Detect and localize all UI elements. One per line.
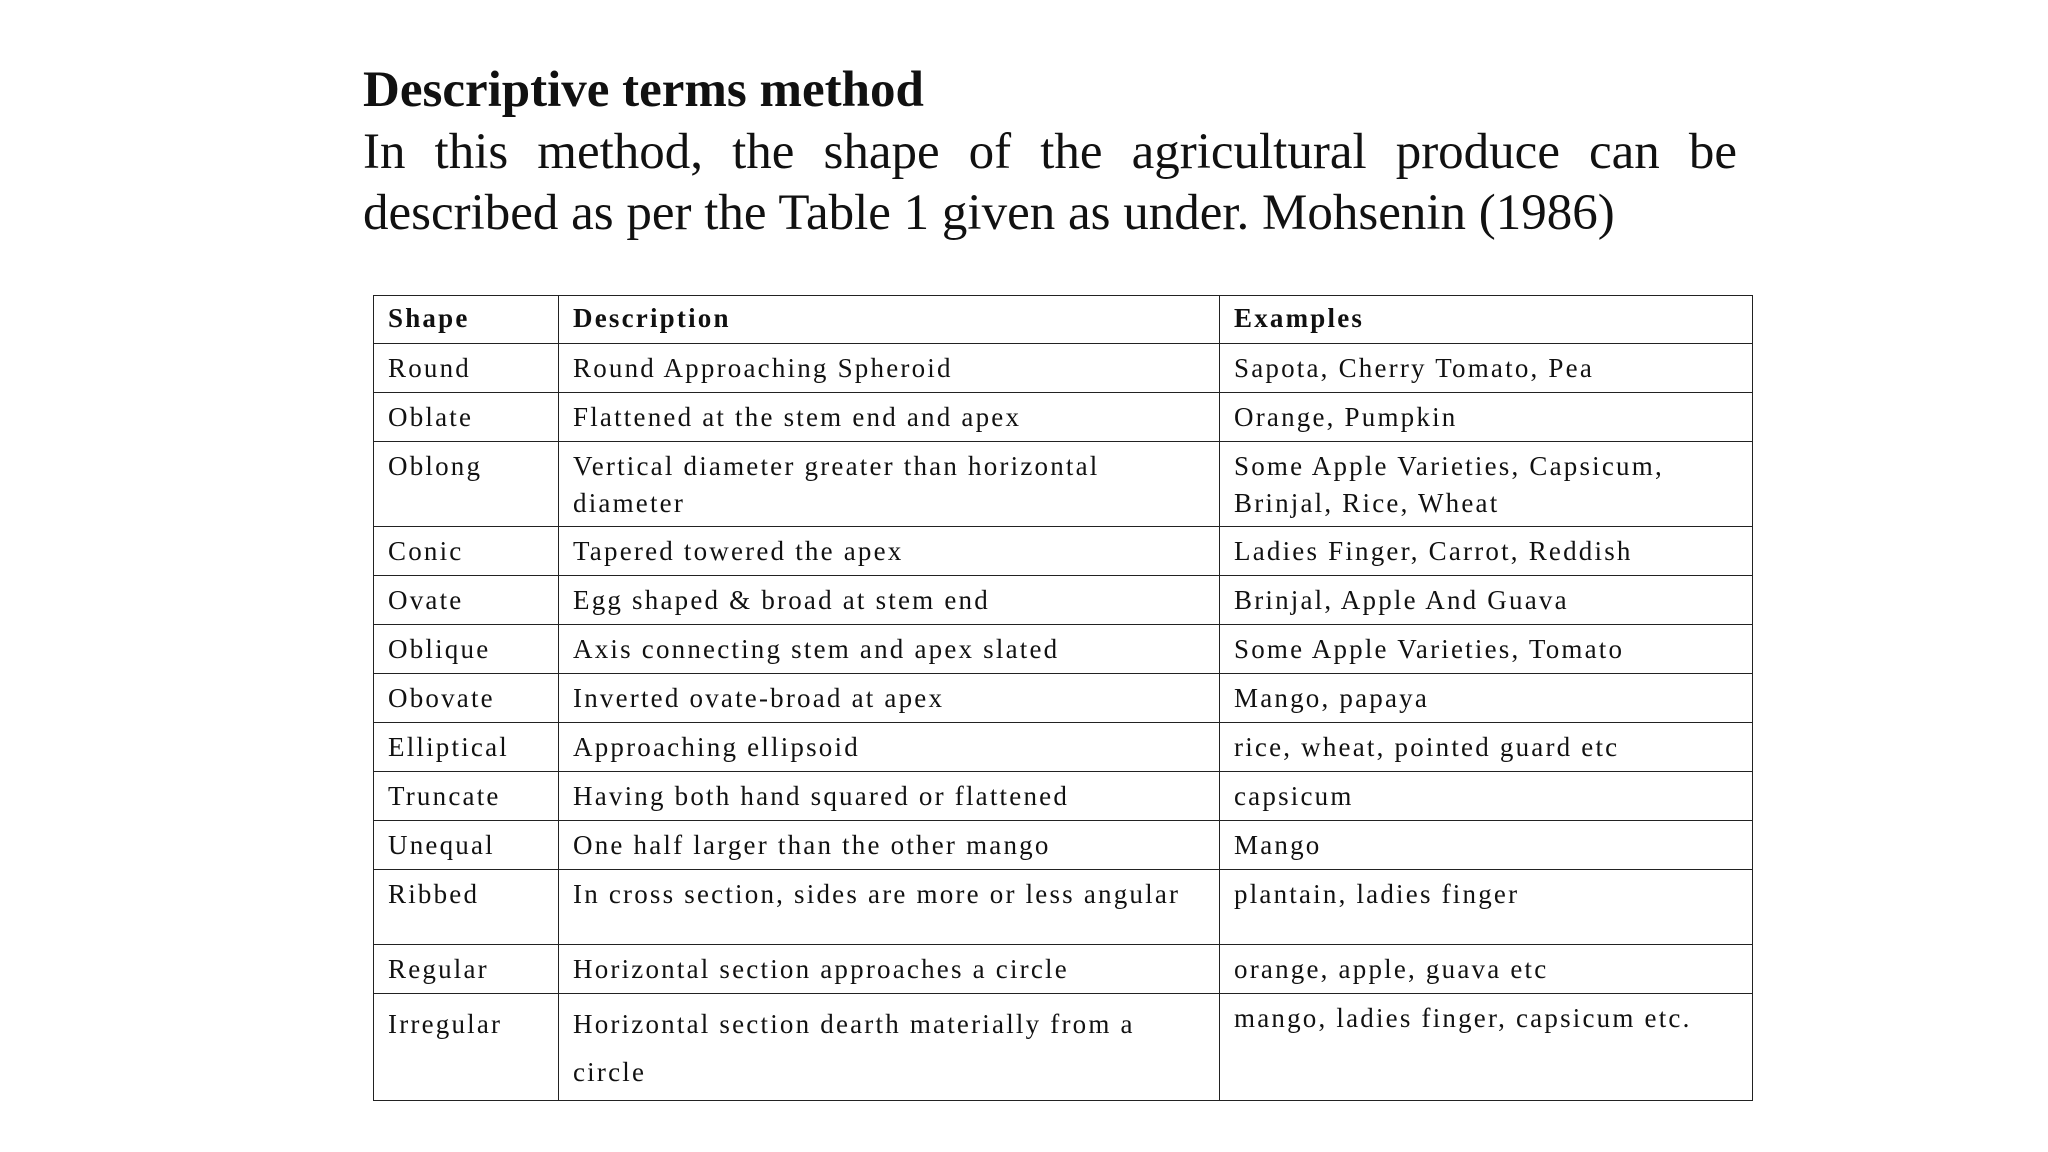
header-examples: Examples [1220, 296, 1753, 344]
description-cell: Horizontal section approaches a circle [559, 945, 1220, 994]
table-row [374, 772, 1753, 821]
shape-cell: Round [374, 344, 559, 393]
examples-cell: mango, ladies finger, capsicum etc. [1220, 994, 1753, 1101]
table-row [374, 344, 1753, 393]
table-row [374, 723, 1753, 772]
examples-cell: capsicum [1220, 772, 1753, 821]
description-cell: Vertical diameter greater than horizontal diameter [559, 442, 1220, 527]
table-row [374, 821, 1753, 870]
description-cell: Flattened at the stem end and apex [559, 393, 1220, 442]
description-cell: Tapered towered the apex [559, 527, 1220, 576]
description-cell: Round Approaching Spheroid [559, 344, 1220, 393]
shape-cell: Ovate [374, 576, 559, 625]
table-row [374, 945, 1753, 994]
examples-cell: rice, wheat, pointed guard etc [1220, 723, 1753, 772]
table-row [374, 625, 1753, 674]
shape-cell: Irregular [374, 994, 559, 1101]
shape-cell: Truncate [374, 772, 559, 821]
table-row [374, 674, 1753, 723]
table-row [374, 870, 1753, 945]
description-cell: One half larger than the other mango [559, 821, 1220, 870]
table-header-row [374, 296, 1753, 344]
description-cell: Approaching ellipsoid [559, 723, 1220, 772]
description-cell: Egg shaped & broad at stem end [559, 576, 1220, 625]
examples-cell: Sapota, Cherry Tomato, Pea [1220, 344, 1753, 393]
examples-cell: Mango, papaya [1220, 674, 1753, 723]
shape-cell: Oblong [374, 442, 559, 527]
shape-cell: Elliptical [374, 723, 559, 772]
shape-cell: Obovate [374, 674, 559, 723]
examples-cell: Mango [1220, 821, 1753, 870]
table-row [374, 994, 1753, 1101]
table-row [374, 576, 1753, 625]
examples-cell: plantain, ladies finger [1220, 870, 1753, 945]
shape-table-container [373, 295, 1753, 1101]
section-heading: Descriptive terms method [363, 62, 924, 118]
examples-cell: orange, apple, guava etc [1220, 945, 1753, 994]
examples-cell: Brinjal, Apple And Guava [1220, 576, 1753, 625]
shape-cell: Regular [374, 945, 559, 994]
examples-cell: Ladies Finger, Carrot, Reddish [1220, 527, 1753, 576]
table-row [374, 527, 1753, 576]
table-row [374, 442, 1753, 527]
shape-cell: Oblate [374, 393, 559, 442]
description-cell: Inverted ovate-broad at apex [559, 674, 1220, 723]
shape-cell: Unequal [374, 821, 559, 870]
header-description: Description [559, 296, 1220, 344]
description-cell: Horizontal section dearth materially from a circle [559, 994, 1220, 1101]
intro-paragraph: In this method, the shape of the agricultural produce can be described as per the Table 1 given as under. Mohsenin (1986) [363, 124, 1737, 241]
examples-cell: Some Apple Varieties, Tomato [1220, 625, 1753, 674]
examples-cell: Orange, Pumpkin [1220, 393, 1753, 442]
shape-table [373, 295, 1753, 1101]
description-cell: In cross section, sides are more or less angular [559, 870, 1220, 945]
examples-cell: Some Apple Varieties, Capsicum, Brinjal, Rice, Wheat [1220, 442, 1753, 527]
description-cell: Having both hand squared or flattened [559, 772, 1220, 821]
header-shape: Shape [374, 296, 559, 344]
shape-cell: Ribbed [374, 870, 559, 945]
table-row [374, 393, 1753, 442]
shape-cell: Conic [374, 527, 559, 576]
shape-cell: Oblique [374, 625, 559, 674]
description-cell: Axis connecting stem and apex slated [559, 625, 1220, 674]
